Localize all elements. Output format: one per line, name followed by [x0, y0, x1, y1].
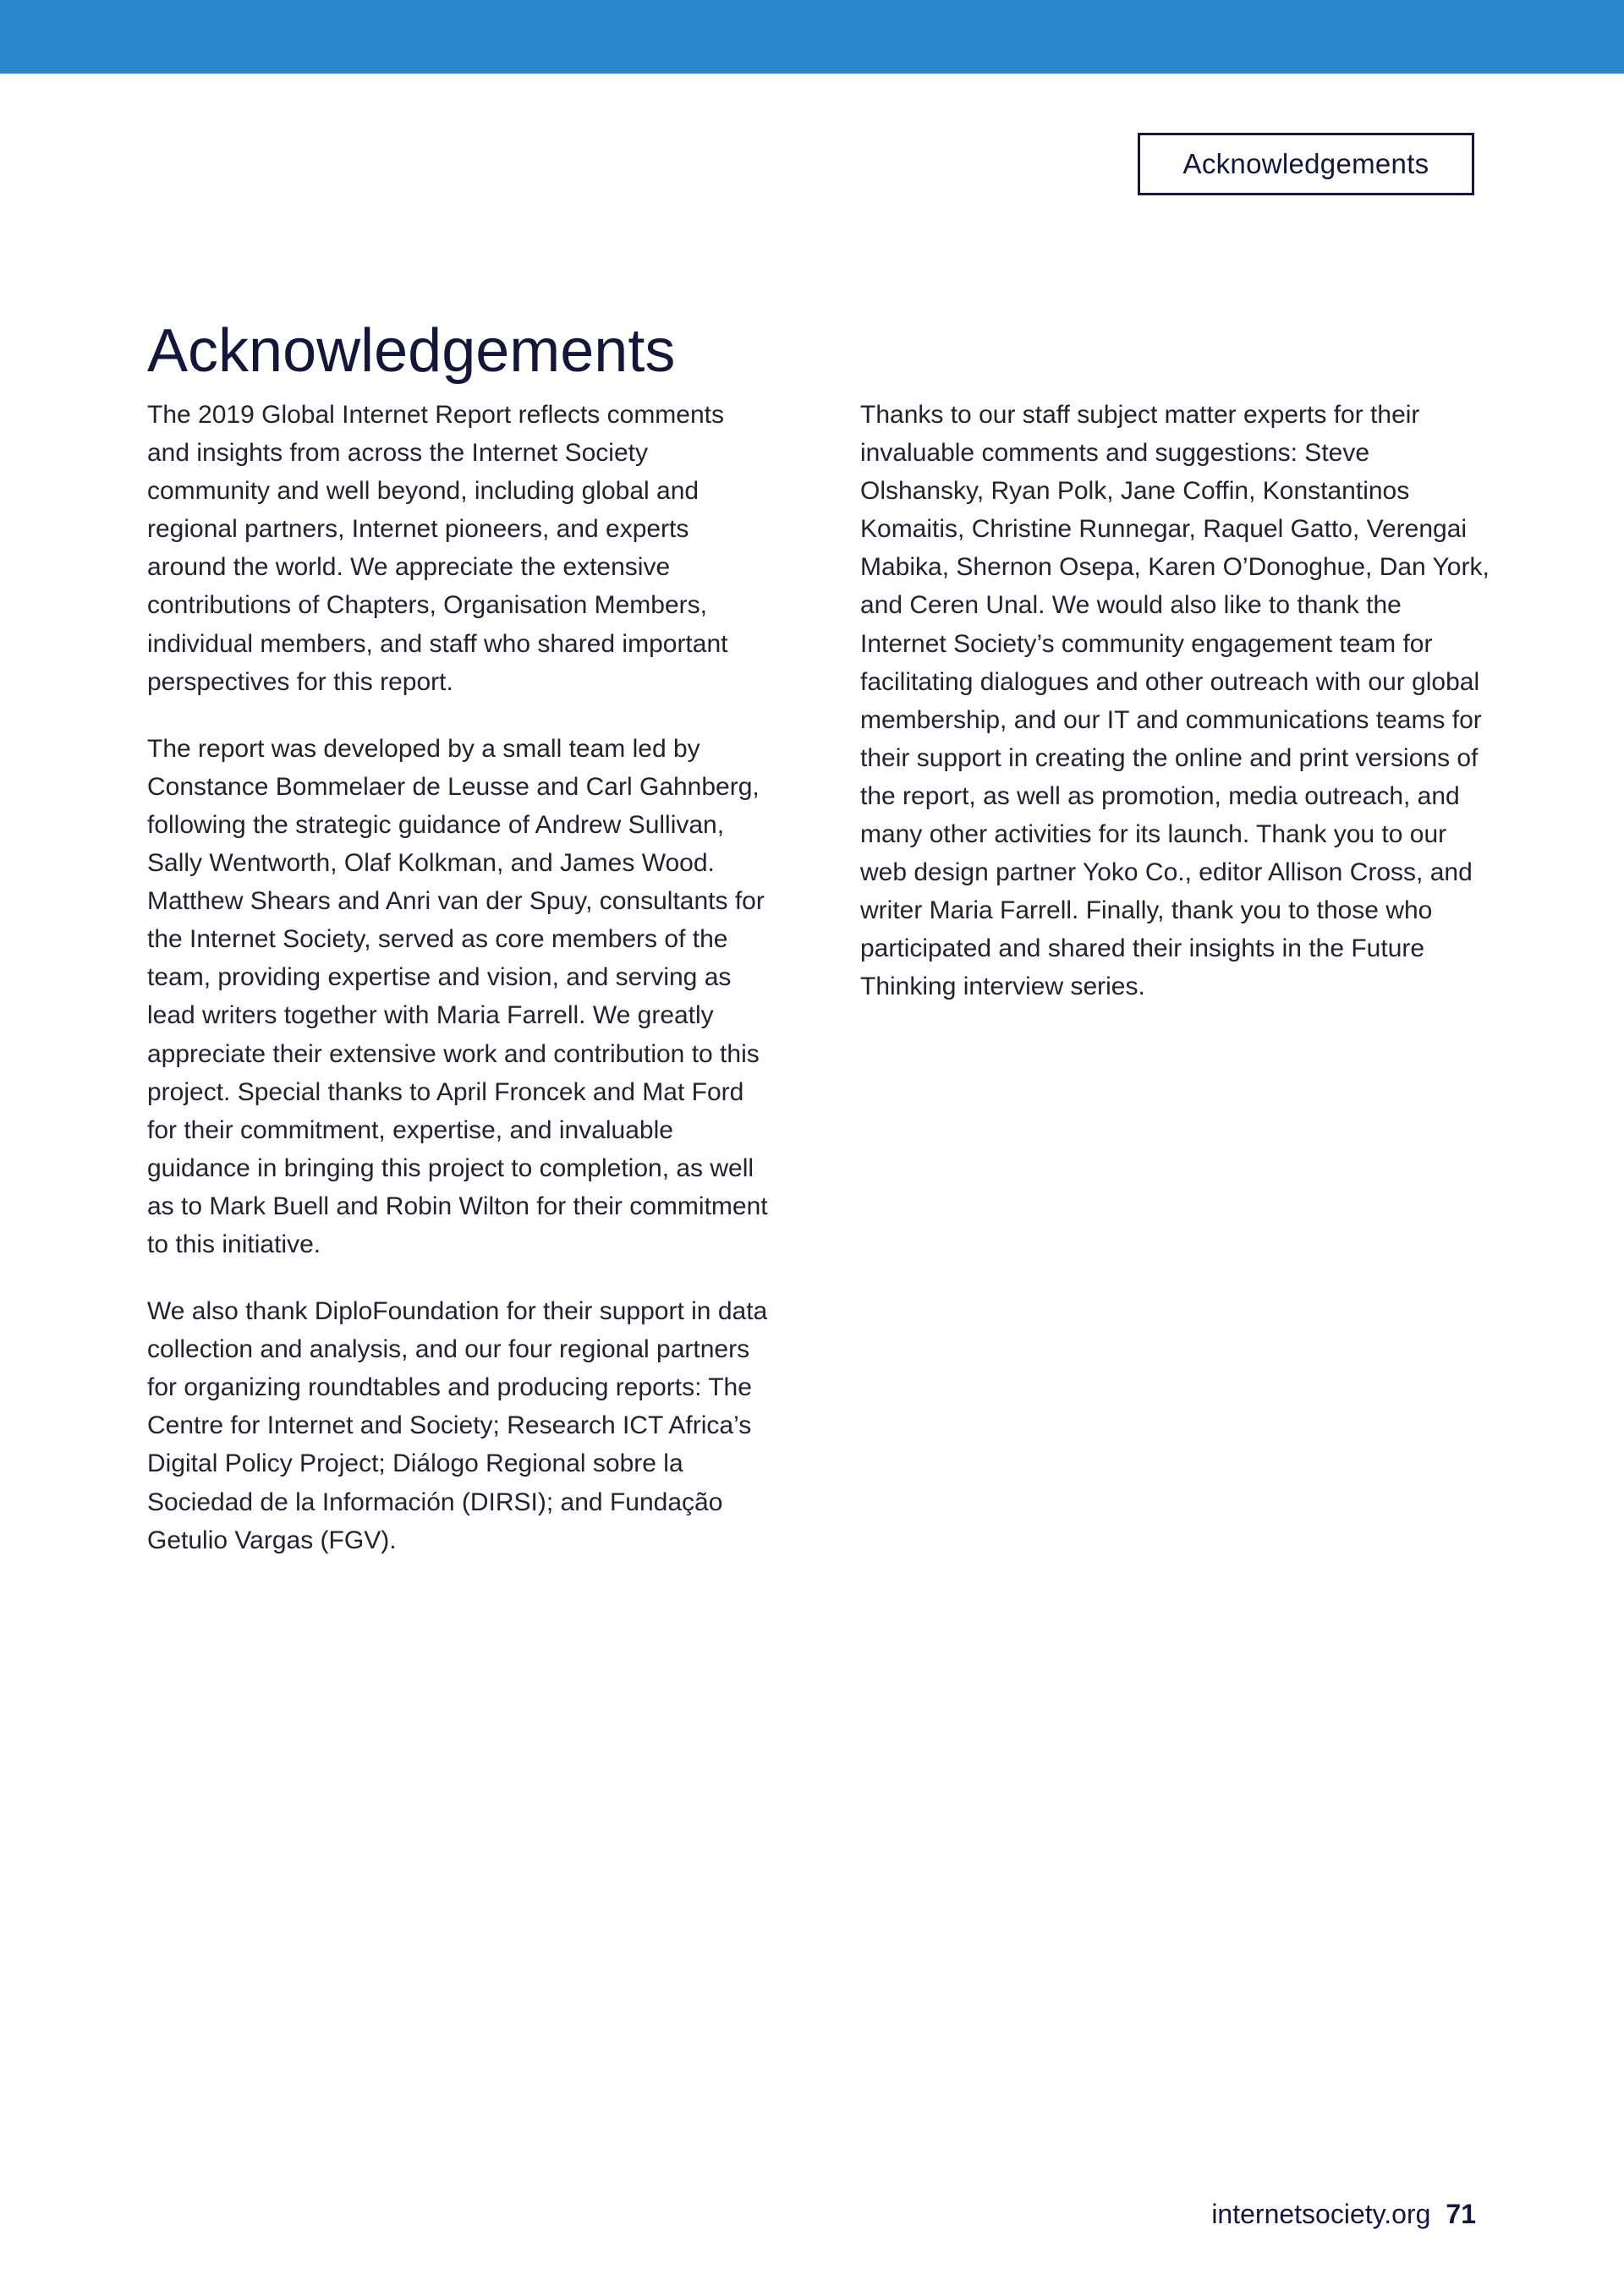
paragraph: We also thank DiploFoundation for their support in data collection and analysis, and our four regional partners for organizing roundtables and producing reports: The Centre for Internet and Society; Research ICT Africa’s Digital Policy Project; Diálogo Regional sobre la Sociedad de la Información (DIRSI); and Fundação Getulio Vargas (FGV).	[147, 1297, 768, 1554]
paragraph: The 2019 Global Internet Report reflects comments and insights from across the Internet Society community and well beyond, including global and regional partners, Internet pioneers, and experts around the world. We appreciate the extensive contributions of Chapters, Organisation Members, individual members, and staff who shared important perspectives for this report.	[147, 401, 728, 696]
paragraph: Thanks to our staff subject matter experts for their invaluable comments and suggestions: Steve Olshansky, Ryan Polk, Jane Coffin, Konstantinos Komaitis, Christine Runnegar, Raquel Gatto, Verengai Mabika, Shernon Osepa, Karen O’Donoghue, Dan York, and Ceren Unal. We would also like to thank the Internet Society’s community engagement team for facilitating dialogues and other outreach with our global membership, and our IT and communications teams for their support in creating the online and print versions of the report, as well as promotion, media outreach, and many other activities for its launch. Thank you to our web design partner Yoko Co., editor Allison Cross, and writer Maria Farrell. Finally, thank you to those who participated and shared their insights in the Future Thinking interview series.	[860, 401, 1490, 1001]
page-number: 71	[1446, 2199, 1476, 2229]
page-footer	[1211, 2199, 1476, 2230]
top-color-bar	[0, 0, 1624, 74]
page-title: Acknowledgements	[147, 317, 676, 385]
paragraph: The report was developed by a small team led by Constance Bommelaer de Leusse and Carl Gahnberg, following the strategic guidance of Andrew Sullivan, Sally Wentworth, Olaf Kolkman, and James Wood. Matthew Shears and Anri van der Spuy, consultants for the Internet Society, served as core members of the team, providing expertise and vision, and serving as lead writers together with Maria Farrell. We greatly appreciate their extensive work and contribution to this project. Special thanks to April Froncek and Mat Ford for their commitment, expertise, and invaluable guidance in bringing this project to completion, as well as to Mark Buell and Robin Wilton for their commitment to this initiative.	[147, 734, 768, 1258]
right-column	[860, 396, 1490, 1035]
left-column	[147, 396, 773, 1588]
section-tag-label: Acknowledgements	[1182, 148, 1429, 179]
section-tag	[1138, 133, 1474, 195]
footer-site: internetsociety.org	[1211, 2199, 1431, 2229]
